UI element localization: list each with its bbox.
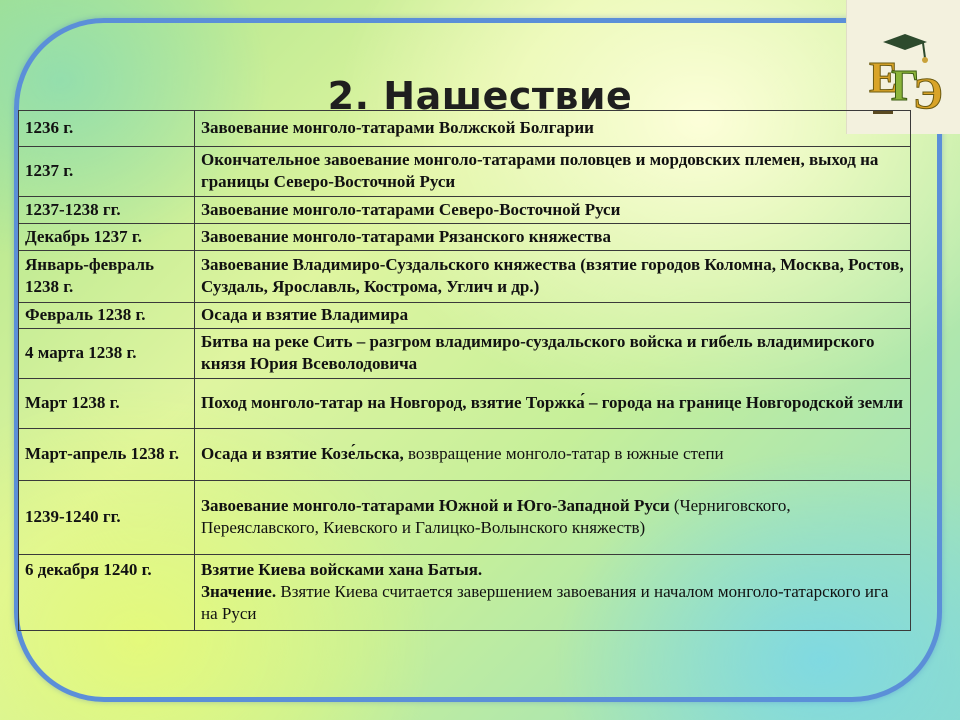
- table-row: [19, 197, 911, 224]
- event-cell: Завоевание монголо-татарами Волжской Болгарии: [195, 111, 911, 147]
- date-cell: 1237-1238 гг.: [19, 197, 195, 224]
- event-cell: Завоевание монголо-татарами Южной и Юго-Западной Руси (Черниговского, Переяславского, Киевского и Галицко-Волынского княжеств): [195, 481, 911, 555]
- date-cell: 6 декабря 1240 г.: [19, 555, 195, 631]
- date-cell: Март 1238 г.: [19, 379, 195, 429]
- table-row: [19, 147, 911, 197]
- date-cell: Март-апрель 1238 г.: [19, 429, 195, 481]
- event-cell: Завоевание монголо-татарами Рязанского княжества: [195, 224, 911, 251]
- table-row: [19, 379, 911, 429]
- event-cell: Завоевание монголо-татарами Северо-Восточной Руси: [195, 197, 911, 224]
- date-cell: 1237 г.: [19, 147, 195, 197]
- svg-text:Э: Э: [913, 69, 943, 118]
- table-row: [19, 555, 911, 631]
- event-cell: Битва на реке Сить – разгром владимиро-суздальского войска и гибель владимирского князя Юрия Всеволодовича: [195, 329, 911, 379]
- event-cell: Завоевание Владимиро-Суздальского княжества (взятие городов Коломна, Москва, Ростов, Суздаль, Ярославль, Кострома, Углич и др.): [195, 251, 911, 303]
- event-cell: Осада и взятие Владимира: [195, 303, 911, 329]
- date-cell: Январь-февраль 1238 г.: [19, 251, 195, 303]
- table-row: [19, 329, 911, 379]
- table-row: [19, 251, 911, 303]
- date-cell: 1236 г.: [19, 111, 195, 147]
- event-cell: Взятие Киева войсками хана Батыя. Значение. Взятие Киева считается завершением завоевания и началом монголо-татарского ига на Руси: [195, 555, 911, 631]
- date-cell: Февраль 1238 г.: [19, 303, 195, 329]
- date-cell: Декабрь 1237 г.: [19, 224, 195, 251]
- table-row: [19, 224, 911, 251]
- event-cell: Окончательное завоевание монголо-татарами половцев и мордовских племен, выход на границы Северо-Восточной Руси: [195, 147, 911, 197]
- svg-text:Г: Г: [891, 61, 919, 110]
- svg-text:Е: Е: [869, 53, 899, 102]
- event-cell: Осада и взятие Козе́льска, возвращение монголо-татар в южные степи: [195, 429, 911, 481]
- date-cell: 1239-1240 гг.: [19, 481, 195, 555]
- date-cell: 4 марта 1238 г.: [19, 329, 195, 379]
- table-row: [19, 303, 911, 329]
- event-cell: Поход монголо-татар на Новгород, взятие Торжка́ – города на границе Новгородской земли: [195, 379, 911, 429]
- table-row: [19, 111, 911, 147]
- page-title: 2. Нашествие: [327, 74, 633, 118]
- events-table: [18, 110, 911, 631]
- table-row: [19, 481, 911, 555]
- table-row: [19, 429, 911, 481]
